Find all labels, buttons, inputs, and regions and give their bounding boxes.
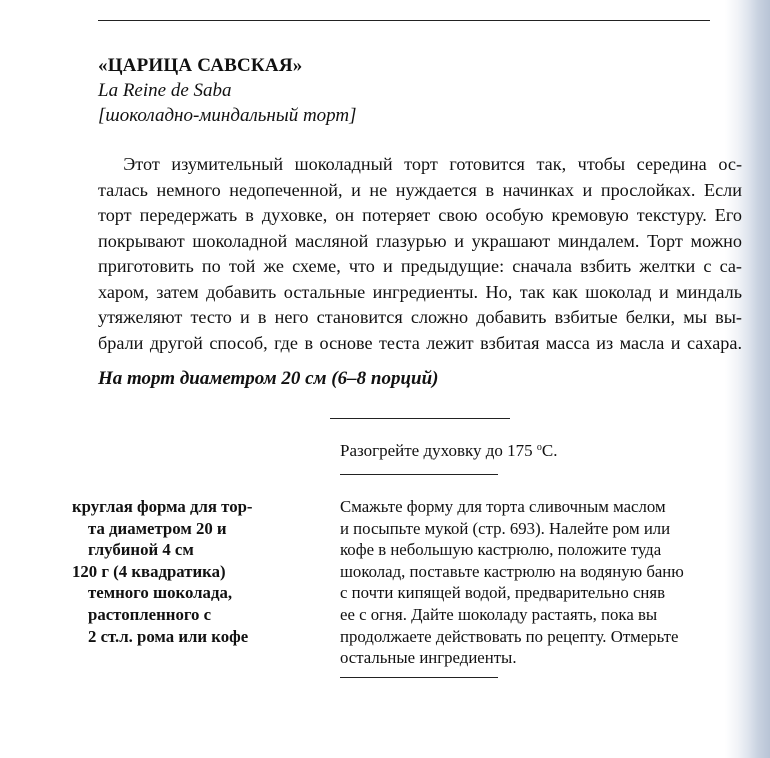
step-line: кофе в небольшую кастрюлю, положите туда [340, 540, 662, 560]
intro-line: брали другой способ, где в основе теста лежит взбитая масса из масла и сахара. [98, 332, 742, 353]
step-line: остальные ингредиенты. [340, 648, 517, 668]
step-preheat [340, 441, 558, 461]
intro-line: харом, затем добавить остальные ингредиенты. Но, так как шоколад и миндаль [98, 281, 742, 302]
ingredient-line: круглая форма для тор- [72, 497, 253, 516]
recipe-subtitle-russian: [шоколадно-миндальный торт] [98, 105, 357, 126]
ingredient-line: растопленного с [88, 604, 212, 624]
step-divider [340, 474, 498, 475]
ingredient-line: 2 ст.л. рома или кофе [88, 626, 249, 646]
intro-line: Этот изумительный шоколадный торт готовится так, чтобы середина ос- [96, 154, 742, 174]
step-line: шоколад, поставьте кастрюлю на водяную баню [340, 561, 684, 581]
ingredients-list [72, 496, 253, 647]
step-line: продолжаете действовать по рецепту. Отмерьте [340, 626, 679, 646]
intro-paragraph [98, 152, 742, 356]
step-line: Смажьте форму для торта сливочным маслом [340, 497, 666, 516]
recipe-subtitle-french: La Reine de Saba [98, 80, 232, 101]
serving-size-heading: На торт диаметром 20 см (6–8 порций) [98, 368, 439, 389]
ingredient-line: глубиной 4 см [88, 540, 194, 560]
degree-sign: о [536, 442, 542, 453]
intro-line: утяжеляют тесто и в него становится сложно добавить взбитые белки, мы вы- [98, 307, 742, 327]
step-line: и посыпьте мукой (стр. 693). Налейте ром или [340, 518, 671, 538]
intro-line: торт передержать в духовке, он потеряет свою особую кремовую текстуру. Его [98, 205, 742, 225]
step-line: с почти кипящей водой, предварительно сняв [340, 583, 666, 603]
ingredient-line: темного шоколада, [88, 583, 233, 603]
step-divider [340, 677, 498, 678]
intro-line: талась немного недопеченной, и не нуждается в начинках и прослойках. Если [98, 179, 742, 200]
recipe-title: «ЦАРИЦА САВСКАЯ» [98, 55, 303, 76]
step-line: ее с огня. Дайте шоколаду растаять, пока вы [340, 604, 658, 624]
step-prepare-chocolate [340, 496, 684, 669]
top-divider [98, 20, 710, 21]
step-divider [330, 418, 510, 419]
intro-line: покрывают шоколадной масляной глазурью и украшают миндалем. Торт можно [98, 230, 742, 251]
ingredient-line: 120 г (4 квадратика) [72, 561, 226, 581]
intro-line: приготовить по той же схеме, что и предыдущие: сначала взбить желтки с са- [98, 256, 742, 276]
ingredient-line: та диаметром 20 и [88, 518, 227, 538]
step-preheat-text: Разогрейте духовку до 175 [340, 441, 537, 460]
temperature-unit: С. [541, 441, 558, 460]
